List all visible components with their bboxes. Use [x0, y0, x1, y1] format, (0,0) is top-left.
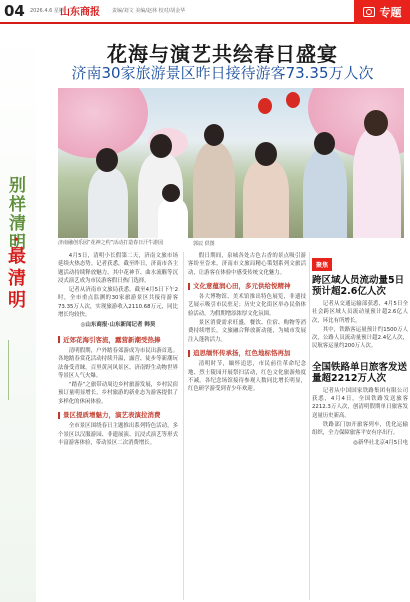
sidebar-kicker: 聚焦	[312, 258, 332, 271]
paragraph: 各大博物馆、美术馆推出特色展览，非遗技艺展示吸引市民驻足；历史文化街区举办民俗体验活动，为假期增添浓厚文化氛围。	[188, 294, 306, 317]
photo-caption: 济南融创乐园“花神之约”活动打造春日汗牛游园	[58, 240, 164, 246]
paragraph: 记者从交通运输部获悉，4月5日全社会跨区域人员流动量预计超2.6亿人次，环比有所增长。	[312, 301, 408, 324]
section-heading: 文化意蕴润心田，多元供给悦精神	[188, 282, 306, 290]
paragraph: 记者从中国国家铁路集团有限公司获悉，4月4日，全国铁路发送旅客2212.3万人次，创清明假期单日旅客发送量历史新高。	[312, 387, 408, 419]
paragraph: 全市景区围绕春日主题推出系列特色活动，多个景区以汉服游园、非遗展演、沉浸式演艺等形式丰富游客体验，带动景区二次消费增长。	[58, 423, 178, 446]
article-column-2	[188, 252, 306, 394]
person-figure	[193, 143, 235, 238]
person-figure	[353, 128, 401, 238]
sub-headline: 济南30家旅游景区昨日接待游客73.35万人次	[71, 64, 374, 82]
person-head	[150, 134, 172, 158]
byline: ◎山东商报·山东新闻记者 韩昊	[80, 322, 156, 329]
spacer	[312, 352, 408, 362]
sidebar-article-2	[312, 387, 408, 447]
column-divider	[183, 252, 184, 600]
article-column-1	[58, 252, 178, 448]
section-heading: 追思缅怀传承扬，红色地标恪再加	[188, 349, 306, 357]
person-figure	[243, 160, 289, 238]
paragraph: 景区消费需求旺盛，餐饮、住宿、购物等消费持续增长，文旅融合释放新动能，为城市发展注入蓬勃活力。	[188, 320, 306, 343]
person-head	[314, 132, 335, 155]
child-figure	[158, 198, 188, 238]
side-title-line1: 别样清明	[5, 176, 25, 252]
person-head	[255, 142, 277, 166]
paragraph: 4月5日，清明小长假第二天，济南文旅市场延续火热态势。记者获悉，截至昨日，济南市各主题活动持续释放魅力，其中花神节、曲水流觞等沉浸式演艺成为市民游客假日热门选择。	[58, 253, 178, 284]
main-headline: 花海与演艺共绘春日盛宴	[107, 42, 338, 66]
person-head	[96, 148, 118, 172]
issue-date: 2026.4.6 星期一	[30, 8, 69, 14]
side-decoration-band	[0, 24, 36, 602]
paragraph: 假日期间，泉城各处古色古香的景点吸引游客纷至沓来，济南市文旅局精心策划系列文旅活动，让游客在体验中感受传统文化魅力。	[188, 253, 306, 276]
red-lantern	[258, 98, 272, 114]
red-lantern	[286, 92, 300, 108]
child-head	[162, 184, 180, 202]
paragraph: “踏春”之旅带动周边乡村旅游发展，乡村民宿预订量明显增长，乡村旅游的新业态为游客提供了多样化的休闲体验。	[58, 382, 178, 405]
section-heading: 近郊花海引客流，露营新潮受热捧	[58, 336, 178, 344]
side-title-line2: ·最清明	[5, 236, 26, 313]
paragraph: 清明时节，缅怀追思，市民前往革命纪念地、烈士陵园开展祭扫活动，红色文化旅游热度不减。各纪念场馆接待参观人数同比增长明显，红色研学游受到青少年欢迎。	[188, 361, 306, 393]
topic-tag	[354, 0, 410, 24]
newspaper-logo: 山东商报	[60, 7, 100, 18]
person-head	[364, 110, 388, 136]
paragraph: 清明假期，户外踏春郊游成为市民出游首选。各地踏春赏花活动持续升温，露营、徒步等新潮玩法备受青睐。百里黄河风景区、济南野生动物世界等景区人气火爆。	[58, 347, 178, 379]
sidebar-headline-2: 全国铁路单日旅客发送量超2212万人次	[312, 361, 408, 384]
branch-decoration	[8, 340, 31, 400]
section-heading: 景区提质增魅力，演艺表演拉消费	[58, 411, 178, 419]
topic-tag-label: 专题	[379, 6, 402, 19]
sidebar-headline-1: 跨区域人员流动量5日预计超2.6亿人次	[312, 275, 405, 297]
paragraph: 铁路部门加开旅客列车，优化运输组织，全力保障旅客平安有序出行。	[312, 421, 408, 437]
person-figure	[303, 150, 347, 238]
photo-credit: 郭辰 供图	[193, 241, 215, 247]
sidebar-article-1	[312, 300, 408, 351]
lead-photo	[58, 88, 404, 238]
camera-icon	[363, 7, 375, 17]
page-number: 04	[4, 2, 25, 20]
sidebar-source: ◎新华社北京4月5日电	[353, 439, 408, 446]
paragraph: 记者从济南市文旅局获悉，截至4月5日下午2时，全市重点监测的30家旅游景区共接待游客73.35万人次，实现旅游收入2110.68万元，同比增长均较快。	[58, 287, 178, 319]
paragraph: 其中，铁路客运量预计约1500万人次，公路人员流动量预计超2.4亿人次，民航客运量约200万人次。	[312, 326, 408, 350]
column-divider	[309, 252, 310, 600]
editor-credits: 责编/刘文 美编/赵林 校对/胡金华	[112, 8, 186, 14]
person-head	[204, 124, 224, 146]
person-figure	[88, 168, 128, 238]
sidebar-news	[312, 252, 408, 447]
page-header	[0, 0, 410, 24]
